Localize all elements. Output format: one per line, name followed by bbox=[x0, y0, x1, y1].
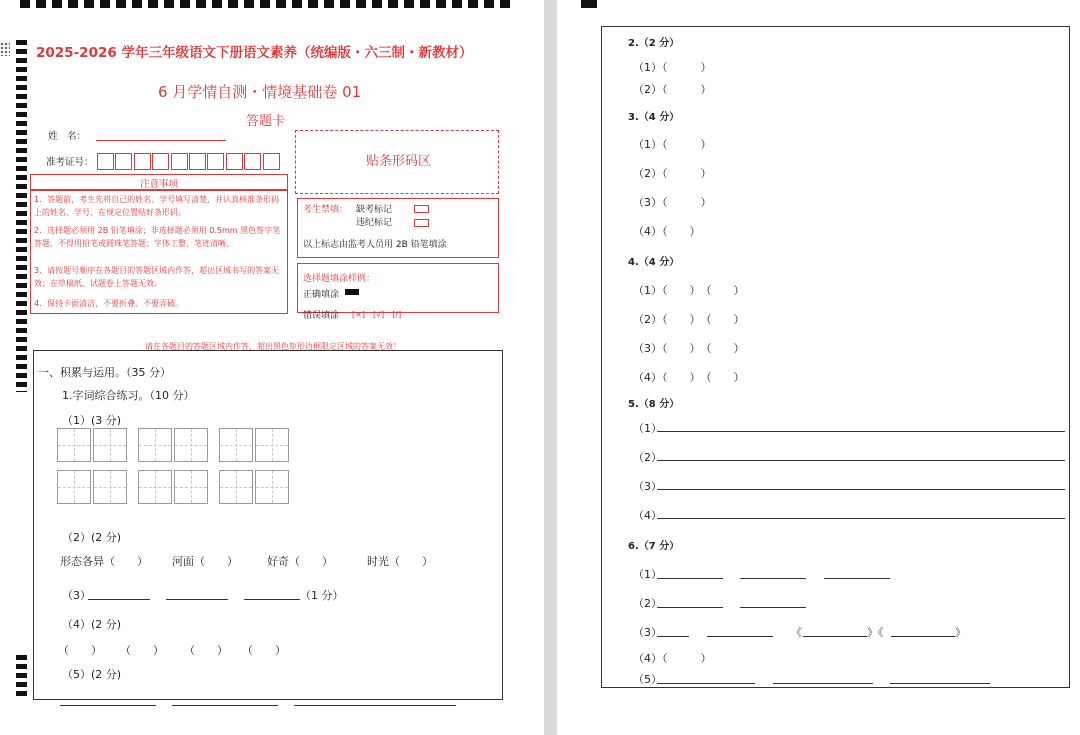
q1-4-item[interactable]: （ ） bbox=[184, 644, 228, 657]
writing-grid-cell[interactable] bbox=[174, 428, 208, 462]
q1-2-item[interactable]: 时光（ ） bbox=[367, 555, 433, 568]
q1-5-blank[interactable] bbox=[172, 705, 278, 706]
book-title-open: 《 bbox=[791, 626, 802, 639]
q6-blank[interactable] bbox=[824, 578, 890, 579]
q1-3-blank[interactable] bbox=[244, 599, 300, 600]
q6-blank[interactable] bbox=[657, 578, 723, 579]
q5-answer-line[interactable] bbox=[657, 431, 1065, 432]
writing-grid-cell[interactable] bbox=[138, 428, 172, 462]
q6-item-label: （1） bbox=[633, 568, 662, 581]
writing-grid-cell[interactable] bbox=[93, 428, 127, 462]
q1-4-item[interactable]: （ ） bbox=[242, 644, 286, 657]
q1-1-label: （1）(3 分) bbox=[62, 414, 122, 427]
q5-heading: 5.（8 分） bbox=[628, 399, 680, 410]
q5-answer-line[interactable] bbox=[657, 489, 1065, 490]
q6-blank[interactable] bbox=[740, 578, 806, 579]
q5-item-label: （2） bbox=[633, 451, 662, 464]
writing-grid-cell[interactable] bbox=[57, 428, 91, 462]
q1-4-label: （4）(2 分) bbox=[62, 618, 122, 631]
q6-heading: 6.（7 分） bbox=[628, 541, 680, 552]
q5-item-label: （4） bbox=[633, 509, 662, 522]
fill-example-title: 选择题填涂样例： bbox=[303, 274, 376, 284]
id-digit-box[interactable] bbox=[171, 153, 188, 170]
book-title-mid: 》《 bbox=[867, 626, 884, 639]
id-digit-box[interactable] bbox=[134, 153, 151, 170]
top-timing-mark bbox=[581, 0, 597, 8]
writing-grid-cell[interactable] bbox=[219, 470, 253, 504]
name-field[interactable] bbox=[96, 140, 226, 141]
q2-heading: 2.（2 分） bbox=[628, 38, 680, 49]
q6-item-label: （3） bbox=[633, 626, 662, 639]
q1-2-item[interactable]: 河面（ ） bbox=[172, 555, 238, 568]
writing-grid-cell[interactable] bbox=[255, 470, 289, 504]
notice-item: 1．答题前，考生先将自己的姓名、学号填写清楚，并认真核准条形码上的姓名、学号，在规定位置贴好条形码。 bbox=[34, 195, 280, 217]
q3-item[interactable]: （4）（ ） bbox=[633, 225, 701, 238]
q1-3-points: （1 分） bbox=[300, 589, 344, 602]
q3-heading: 3.（4 分） bbox=[628, 112, 680, 123]
top-timing-marks bbox=[20, 0, 510, 8]
answer-area-box bbox=[601, 26, 1070, 688]
notice-item: 4．保持卡面清洁，不要折叠、不要弄破。 bbox=[34, 299, 184, 308]
id-digit-box[interactable] bbox=[263, 153, 280, 170]
q4-item[interactable]: （1）（ ） （ ） bbox=[633, 284, 745, 297]
forbid-label: 考生禁填： bbox=[303, 205, 349, 215]
q1-5-blank[interactable] bbox=[294, 705, 456, 706]
section-1-heading: 一、积累与运用。（35 分） bbox=[38, 366, 171, 379]
answer-card-label: 答题卡 bbox=[246, 114, 286, 129]
fill-correct-label: 正确填涂 bbox=[303, 290, 340, 300]
q1-3-blank[interactable] bbox=[88, 599, 150, 600]
violation-label: 违纪标记 bbox=[356, 218, 393, 228]
q1-2-item[interactable]: 形态各异（ ） bbox=[60, 555, 148, 568]
writing-grid-cell[interactable] bbox=[57, 470, 91, 504]
id-digit-box[interactable] bbox=[115, 153, 132, 170]
paper-title: 2025-2026 学年三年级语文下册语文素养（统编版・六三制・新教材） bbox=[36, 45, 473, 61]
name-label: 姓 名： bbox=[48, 131, 87, 142]
id-digit-box[interactable] bbox=[97, 153, 114, 170]
q5-item-label: （1） bbox=[633, 422, 662, 435]
q1-2-item[interactable]: 好奇（ ） bbox=[267, 555, 333, 568]
violation-checkbox[interactable] bbox=[414, 219, 429, 227]
left-timing-marks-bottom bbox=[16, 655, 27, 697]
q4-heading: 4.（4 分） bbox=[628, 257, 680, 268]
q6-blank[interactable] bbox=[657, 636, 689, 637]
paper-subtitle: 6 月学情自测・情境基础卷 01 bbox=[158, 83, 362, 101]
id-digit-box[interactable] bbox=[189, 153, 206, 170]
q4-item[interactable]: （4）（ ） （ ） bbox=[633, 371, 745, 384]
q4-item[interactable]: （3）（ ） （ ） bbox=[633, 342, 745, 355]
writing-grid-cell[interactable] bbox=[174, 470, 208, 504]
q1-2-label: （2）(2 分) bbox=[62, 531, 122, 544]
q6-blank[interactable] bbox=[657, 683, 755, 684]
q5-item-label: （3） bbox=[633, 480, 662, 493]
id-label: 准考证号： bbox=[46, 157, 94, 168]
absent-checkbox[interactable] bbox=[414, 205, 429, 213]
q3-item[interactable]: （3）（ ） bbox=[633, 196, 712, 209]
q1-heading: 1.字词综合练习。（10 分） bbox=[62, 389, 195, 402]
q4-item[interactable]: （2）（ ） （ ） bbox=[633, 313, 745, 326]
barcode-label: 贴条形码区 bbox=[366, 154, 432, 169]
q2-item[interactable]: （1）（ ） bbox=[633, 61, 712, 74]
q6-item[interactable]: （4）（ ） bbox=[633, 652, 712, 665]
fill-wrong-marks: [×] [√] [/] bbox=[352, 310, 402, 319]
q6-book-blank[interactable] bbox=[891, 636, 955, 637]
q1-4-item[interactable]: （ ） bbox=[58, 644, 102, 657]
answer-sheet-page-2 bbox=[557, 0, 1080, 735]
page-gutter bbox=[544, 0, 557, 735]
writing-grid-cell[interactable] bbox=[138, 470, 172, 504]
q5-answer-line[interactable] bbox=[657, 518, 1065, 519]
writing-grid-cell[interactable] bbox=[93, 470, 127, 504]
drag-handle-icon[interactable] bbox=[0, 42, 10, 56]
notice-item: 3．请按题号顺序在各题目的答题区域内作答，超出区域书写的答案无效；在草稿纸、试题卷上答题无效。 bbox=[34, 266, 280, 288]
q1-3-blank[interactable] bbox=[166, 599, 228, 600]
q2-item[interactable]: （2）（ ） bbox=[633, 83, 712, 96]
notice-item: 2．选择题必须用 2B 铅笔填涂；非选择题必须用 0.5mm 黑色签字笔答题，不得用铅笔或圆珠笔答题；字体工整、笔迹清晰。 bbox=[34, 226, 281, 248]
q6-item-label: （5） bbox=[633, 673, 662, 686]
q6-book-blank[interactable] bbox=[803, 636, 867, 637]
notice-title: 注意事项 bbox=[140, 179, 179, 190]
proctor-note: 以上标志由监考人员用 2B 铅笔填涂 bbox=[303, 240, 447, 250]
fill-wrong-label: 错误填涂 bbox=[303, 311, 340, 321]
q6-blank[interactable] bbox=[657, 607, 723, 608]
book-title-close: 》 bbox=[955, 626, 966, 639]
id-digit-box[interactable] bbox=[207, 153, 224, 170]
q6-blank[interactable] bbox=[740, 607, 806, 608]
q3-item[interactable]: （1）（ ） bbox=[633, 138, 712, 151]
id-digit-box[interactable] bbox=[226, 153, 243, 170]
writing-grid-cell[interactable] bbox=[219, 428, 253, 462]
q1-3-label: （3） bbox=[62, 589, 91, 602]
q6-blank[interactable] bbox=[707, 636, 773, 637]
q1-4-item[interactable]: （ ） bbox=[120, 644, 164, 657]
q3-item[interactable]: （2）（ ） bbox=[633, 167, 712, 180]
q1-5-blank[interactable] bbox=[60, 705, 156, 706]
q5-answer-line[interactable] bbox=[657, 460, 1065, 461]
q1-5-label: （5）(2 分) bbox=[62, 668, 122, 681]
q6-blank[interactable] bbox=[773, 683, 873, 684]
id-digit-box[interactable] bbox=[244, 153, 261, 170]
writing-grid-cell[interactable] bbox=[255, 428, 289, 462]
absent-label: 缺考标记 bbox=[356, 205, 393, 215]
q6-blank[interactable] bbox=[890, 683, 990, 684]
left-timing-marks bbox=[16, 40, 27, 392]
fill-correct-mark bbox=[345, 289, 359, 295]
area-warning: 请在各题目的答题区域内作答，超出黑色矩形边框限定区域的答案无效！ bbox=[145, 342, 401, 351]
id-digit-box[interactable] bbox=[152, 153, 169, 170]
q6-item-label: （2） bbox=[633, 597, 662, 610]
